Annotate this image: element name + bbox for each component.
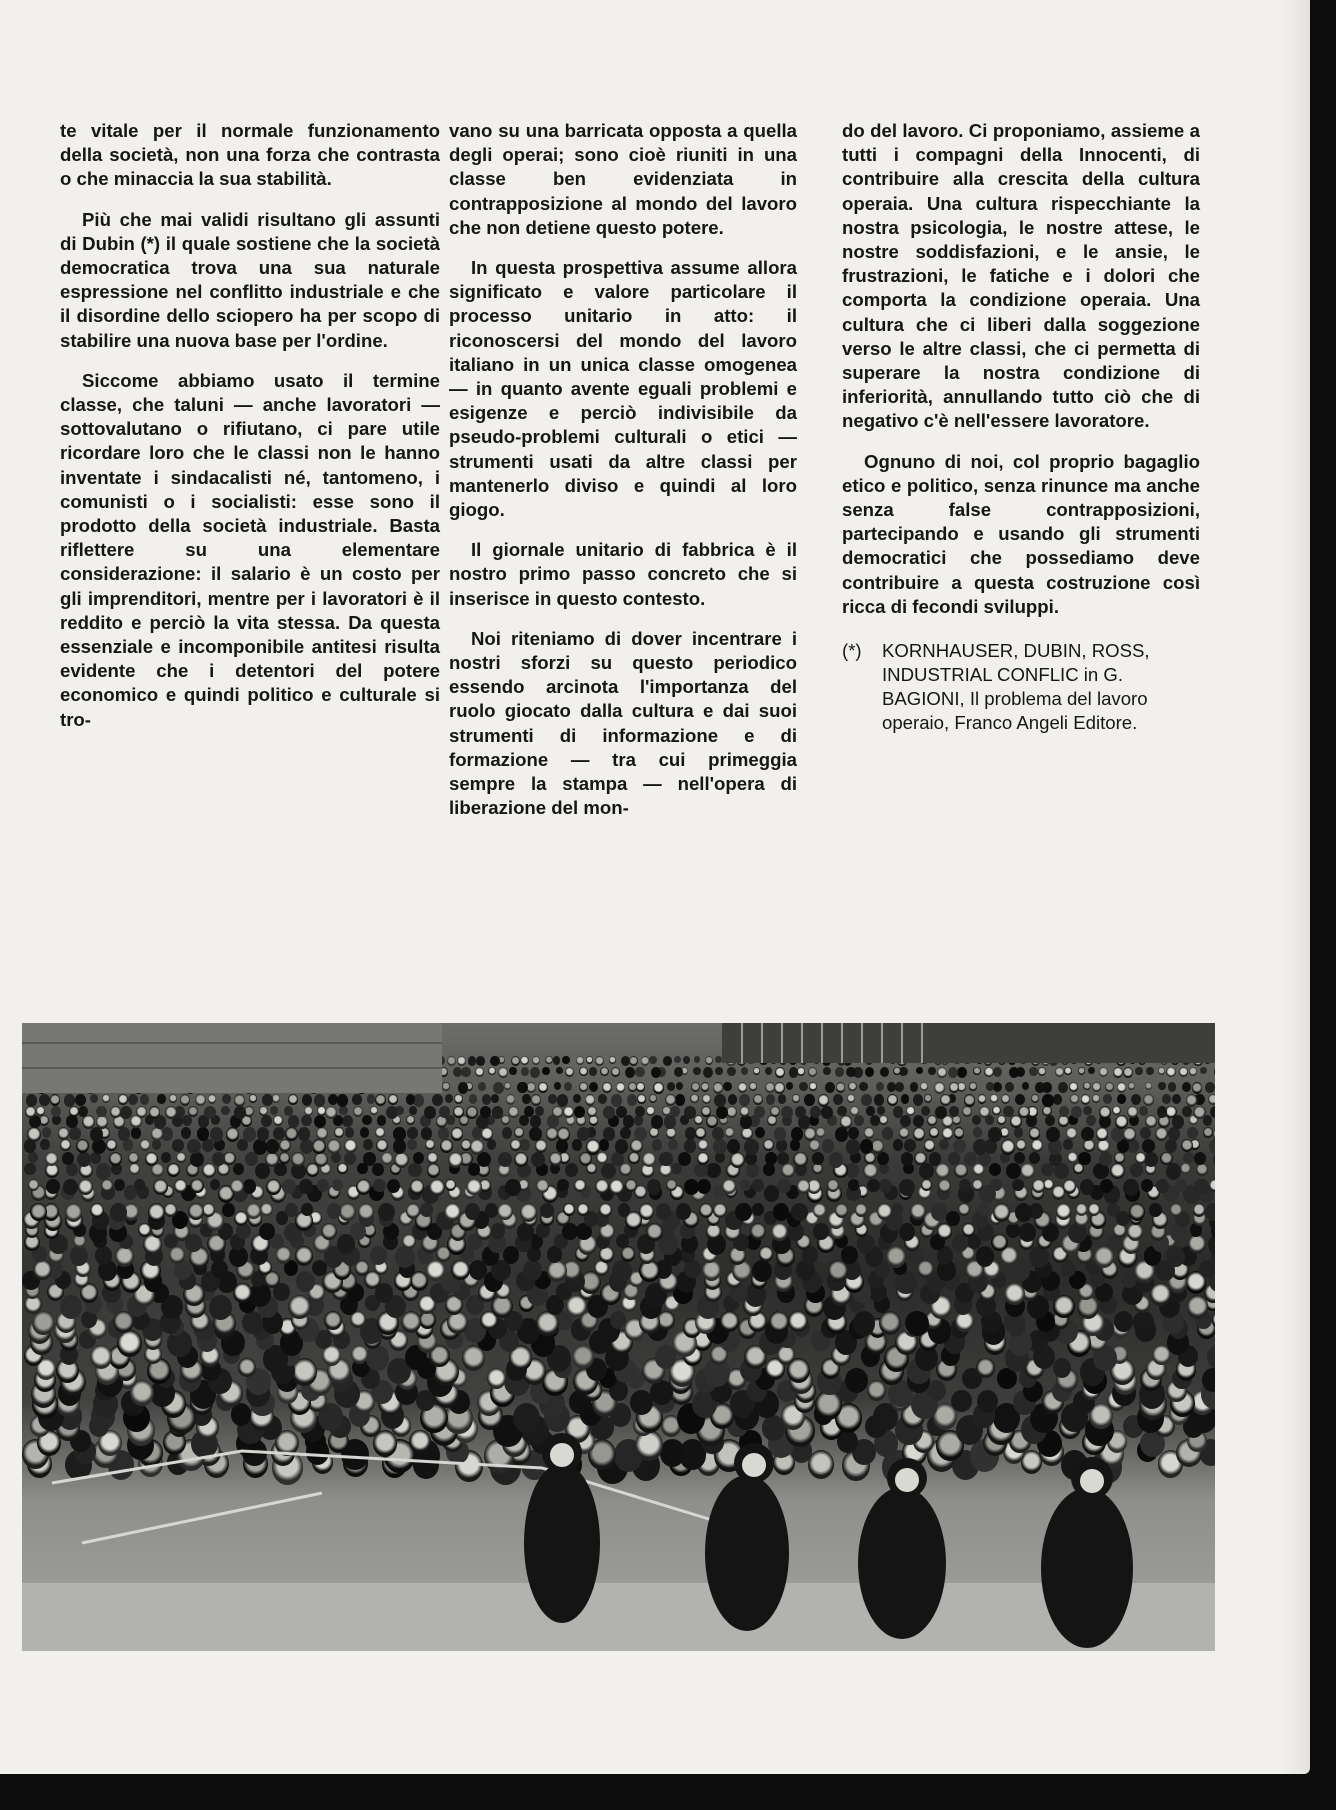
photo-backdrop [22,1023,1215,1651]
footnote-text: KORNHAUSER, DUBIN, ROSS, INDUSTRIAL CONFLIC in G. BAGIONI, Il problema del lavoro operaio, Franco Angeli Editore. [882,640,1150,734]
paragraph: Ognuno di noi, col proprio bagaglio etico e politico, senza rinunce ma anche senza false contrapposizioni, partecipando e usando gli strumenti democratici che possediamo deve contribuire a questa costruzione così ricca di fecondi sviluppi. [842,450,1200,617]
paragraph: vano su una barricata opposta a quella degli operai; sono cioè riuniti in una classe ben evidenziata in contrapposizione al mondo del lavoro che non detiene questo potere. [449,120,797,238]
paragraph: Più che mai validi risultano gli assunti di Dubin (*) il quale sostiene che la società democratica trova una sua naturale espressione nel conflitto industriale e che il disordine dello sciopero ha per scopo di stabilire una nuova base per l'ordine. [60,208,440,351]
paragraph: Noi riteniamo di dover incentrare i nostri sforzi su questo periodico essendo arcinota l'importanza del ruolo giocato dalla cultura e dai suoi strumenti di informazione e di formazione — tra cui primeggia sempre la stampa — nell'opera di liberazione del mon- [449,627,797,819]
paragraph: Il giornale unitario di fabbrica è il nostro primo passo concreto che si inserisce in questo contesto. [449,539,797,609]
text-column-2 [449,119,797,820]
text-column-1 [60,119,440,732]
footnote [842,639,1200,735]
paragraph: In questa prospettiva assume allora significato e valore particolare il processo unitario in atto: il riconoscersi del mondo del lavoro italiano in un unica classe omogenea — in quanto avente eguali problemi e esigenze e perciò indivisibile da pseudo-problemi culturali o etici — strumenti usati da altre classi per mantenerlo diviso e quindi al loro giogo. [449,257,797,521]
crowd-photo [22,1023,1215,1651]
paragraph: Siccome abbiamo usato il termine classe, che taluni — anche lavoratori — sottovalutano o rifiutano, ci pare utile ricordare loro che le classi non le hanno inventate i sindacalisti né, tantomeno, i comunisti o i socialisti: esse sono il prodotto della società industriale. Basta riflettere su una elementare considerazione: il salario è un costo per gli imprenditori, mentre per i lavoratori è il reddito e perciò la vita stessa. Da questa essenziale e incomponibile antitesi risulta evidente che i detentori del potere economico e quindi politico e culturale si tro- [60,369,440,730]
page-edge-shadow [1280,0,1310,1774]
text-column-3 [842,119,1200,735]
paragraph: te vitale per il normale funzionamento della società, non una forza che contrasta o che minaccia la sua stabilità. [60,120,440,190]
paragraph: do del lavoro. Ci proponiamo, assieme a tutti i compagni della Innocenti, di contribuire alla crescita della cultura operaia. Una cultura rispecchiante la nostra psicologia, le nostre attese, le nostre soddisfazioni, e le ansie, le frustrazioni, le fatiche e i dolori che comporta la condizione operaia. Una cultura che ci liberi dalla soggezione verso le altre classi, che ci permetta di superare la nostra condizione di inferiorità, annullando tutto ciò che di negativo c'è nell'essere lavoratore. [842,120,1200,432]
footnote-mark: (*) [842,640,862,662]
